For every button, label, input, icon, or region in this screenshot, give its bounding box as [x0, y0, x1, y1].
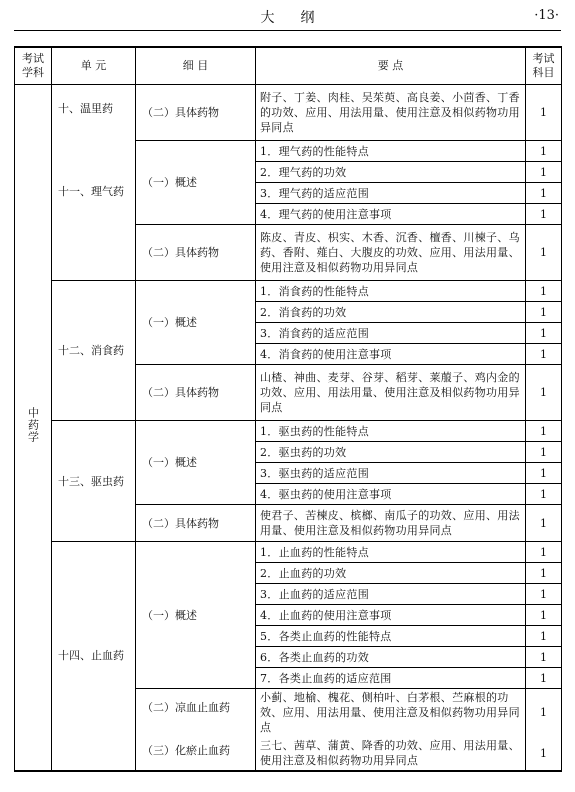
table-row [15, 281, 562, 302]
col-unit: 单 元 [52, 47, 136, 85]
col-subject: 考试学科 [15, 47, 52, 85]
score-cell: 1 [526, 668, 562, 689]
score-cell: 1 [526, 323, 562, 344]
table-header-row [15, 47, 562, 85]
score-cell: 1 [526, 737, 562, 771]
score-cell: 1 [526, 442, 562, 463]
table-row [15, 542, 562, 563]
point-cell: 附子、丁姜、肉桂、吴茱萸、高良姜、小茴香、丁香的功效、应用、用法用量、使用注意及相似药物功用异同点 [256, 85, 526, 141]
point-cell: 1．驱虫药的性能特点 [256, 421, 526, 442]
score-cell: 1 [526, 484, 562, 505]
point-cell: 三七、茜草、蒲黄、降香的功效、应用、用法用量、使用注意及相似药物功用异同点 [256, 737, 526, 771]
table-row [15, 85, 562, 141]
item-cell: （二）具体药物 [136, 85, 256, 141]
header-title: 大纲 [260, 10, 341, 26]
item-cell: （一）概述 [136, 141, 256, 225]
score-cell: 1 [526, 542, 562, 563]
point-cell: 1．理气药的性能特点 [256, 141, 526, 162]
col-subject-level: 考试科目 [526, 47, 562, 85]
point-cell: 3．消食药的适应范围 [256, 323, 526, 344]
unit-cell: 十三、驱虫药 [52, 421, 136, 542]
point-cell: 3．理气药的适应范围 [256, 183, 526, 204]
score-cell: 1 [526, 647, 562, 668]
unit-cell: 十二、消食药 [52, 281, 136, 421]
score-cell: 1 [526, 225, 562, 281]
point-cell: 4．驱虫药的使用注意事项 [256, 484, 526, 505]
score-cell: 1 [526, 605, 562, 626]
score-cell: 1 [526, 626, 562, 647]
item-cell: （一）概述 [136, 421, 256, 505]
point-cell: 小蓟、地榆、槐花、侧柏叶、白茅根、苎麻根的功效、应用、用法用量、使用注意及相似药物功用异同点 [256, 689, 526, 737]
score-cell: 1 [526, 421, 562, 442]
point-cell: 5．各类止血药的性能特点 [256, 626, 526, 647]
point-cell: 3．驱虫药的适应范围 [256, 463, 526, 484]
score-cell: 1 [526, 141, 562, 162]
table-row [15, 421, 562, 442]
point-cell: 2．止血药的功效 [256, 563, 526, 584]
item-cell: （二）具体药物 [136, 365, 256, 421]
item-cell: （一）概述 [136, 281, 256, 365]
point-cell: 4．止血药的使用注意事项 [256, 605, 526, 626]
point-cell: 2．消食药的功效 [256, 302, 526, 323]
page-header [14, 0, 561, 31]
score-cell: 1 [526, 344, 562, 365]
unit-label: 十、温里药 [58, 102, 113, 115]
score-cell: 1 [526, 689, 562, 737]
score-cell: 1 [526, 281, 562, 302]
item-cell: （一）概述 [136, 542, 256, 689]
unit-cell: 十四、止血药 [52, 542, 136, 771]
page-number: ·13· [534, 8, 559, 23]
point-cell: 4．消食药的使用注意事项 [256, 344, 526, 365]
unit-cell [52, 85, 136, 281]
point-cell: 2．理气药的功效 [256, 162, 526, 183]
score-cell: 1 [526, 563, 562, 584]
point-cell: 2．驱虫药的功效 [256, 442, 526, 463]
point-cell: 3．止血药的适应范围 [256, 584, 526, 605]
score-cell: 1 [526, 584, 562, 605]
point-cell: 6．各类止血药的功效 [256, 647, 526, 668]
item-cell: （二）具体药物 [136, 505, 256, 542]
score-cell: 1 [526, 85, 562, 141]
point-cell: 1．消食药的性能特点 [256, 281, 526, 302]
score-cell: 1 [526, 505, 562, 542]
score-cell: 1 [526, 302, 562, 323]
col-points: 要 点 [256, 47, 526, 85]
item-label: （二）凉血止血药 [142, 701, 230, 715]
score-cell: 1 [526, 183, 562, 204]
score-cell: 1 [526, 365, 562, 421]
point-cell: 1．止血药的性能特点 [256, 542, 526, 563]
subject-label: 中药学 [26, 407, 40, 444]
point-cell: 山楂、神曲、麦芽、谷芽、稻芽、莱菔子、鸡内金的功效、应用、用法用量、使用注意及相似药物功用异同点 [256, 365, 526, 421]
subject-cell [15, 85, 52, 771]
syllabus-table [14, 46, 562, 772]
point-cell: 4．理气药的使用注意事项 [256, 204, 526, 225]
item-cell [136, 689, 256, 771]
point-cell: 陈皮、青皮、枳实、木香、沉香、檀香、川楝子、乌药、香附、薤白、大腹皮的功效、应用、用法用量、使用注意及相似药物功用异同点 [256, 225, 526, 281]
item-cell: （二）具体药物 [136, 225, 256, 281]
score-cell: 1 [526, 162, 562, 183]
item-label: （三）化瘀止血药 [142, 744, 230, 758]
col-item: 细 目 [136, 47, 256, 85]
point-cell: 7．各类止血药的适应范围 [256, 668, 526, 689]
score-cell: 1 [526, 463, 562, 484]
score-cell: 1 [526, 204, 562, 225]
point-cell: 使君子、苦楝皮、槟榔、南瓜子的功效、应用、用法用量、使用注意及相似药物功用异同点 [256, 505, 526, 542]
unit-label: 十一、理气药 [58, 185, 124, 198]
